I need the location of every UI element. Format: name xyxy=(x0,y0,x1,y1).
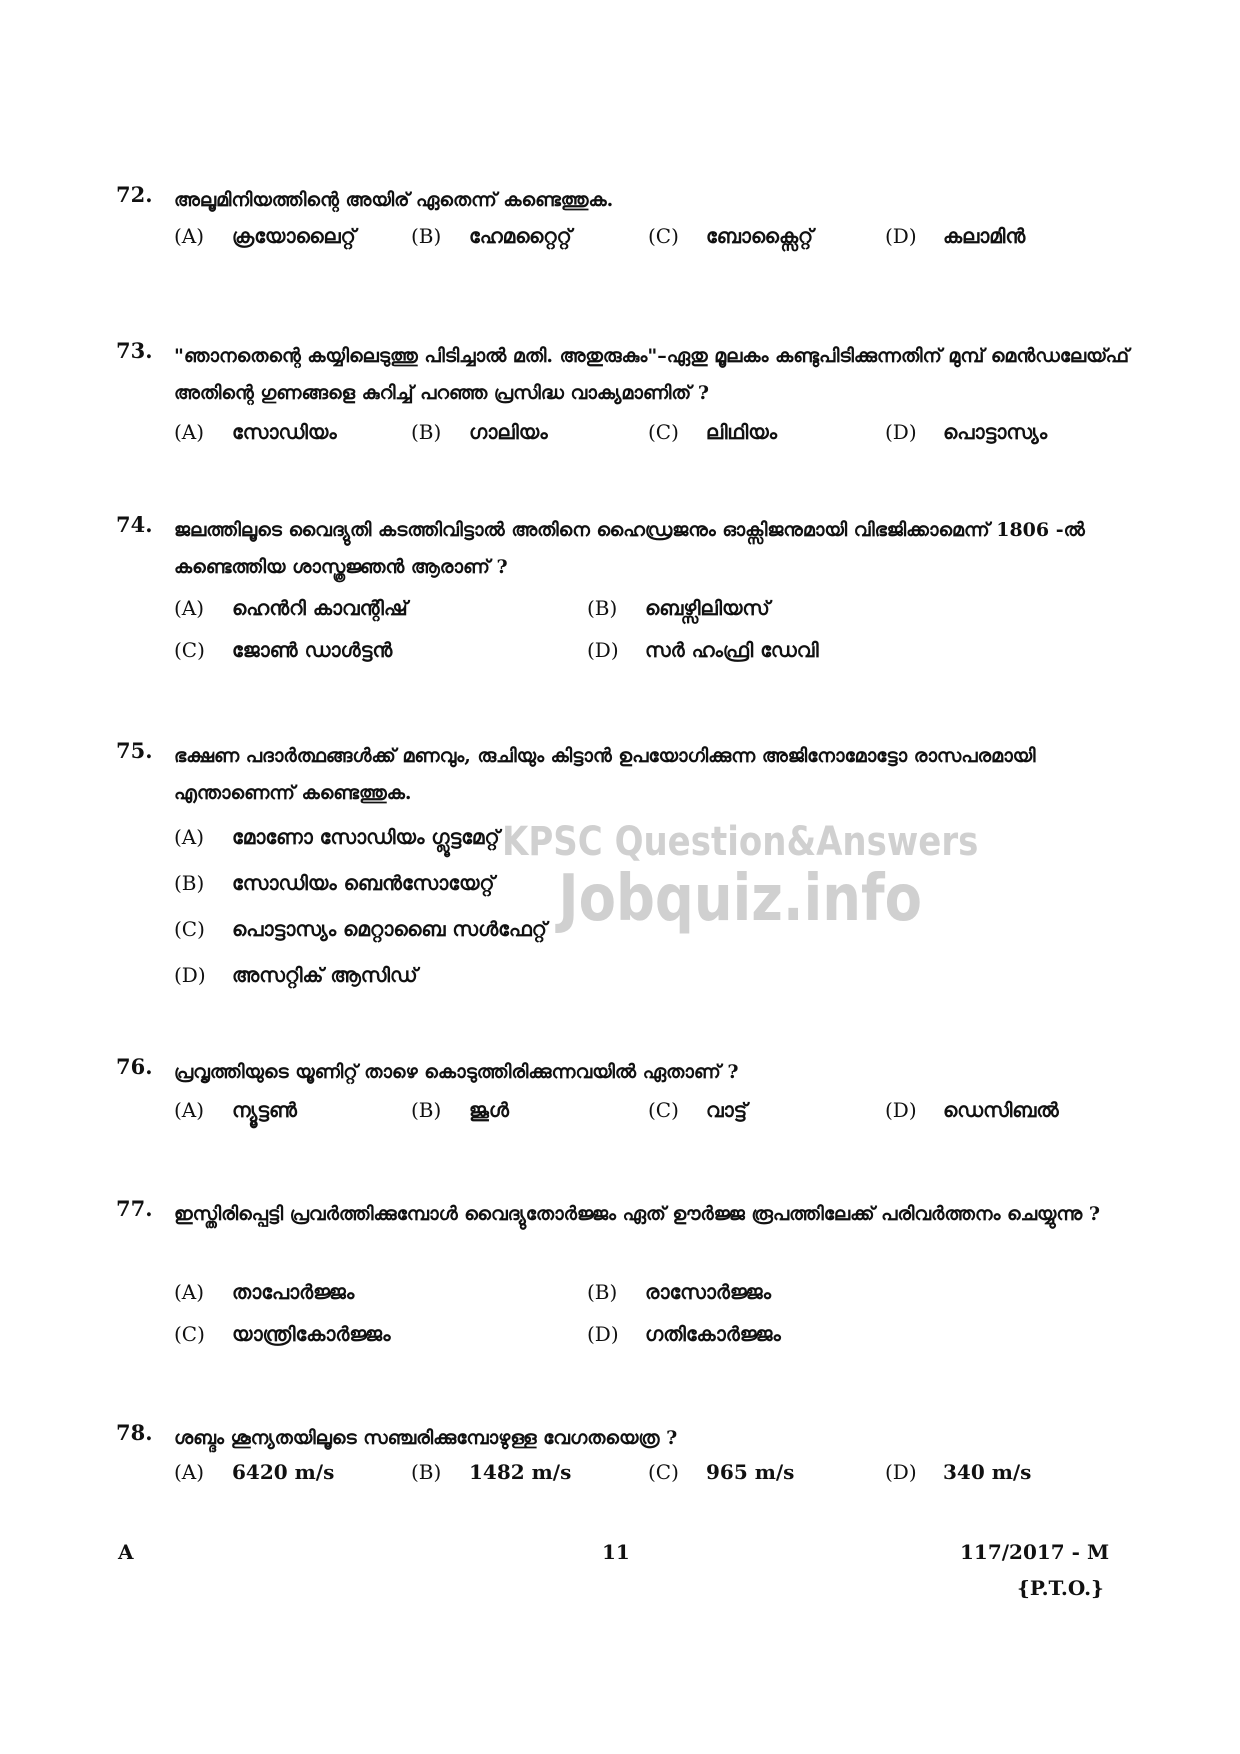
option-c xyxy=(174,638,587,662)
option-label: (C) xyxy=(648,1098,679,1122)
option-text: സോഡിയം xyxy=(232,420,337,444)
option-text: ജോൺ ഡാൾട്ടൻ xyxy=(232,638,393,662)
question-number: 77. xyxy=(116,1196,153,1221)
options-grid xyxy=(174,1280,1000,1346)
option-b xyxy=(174,860,547,906)
option-label: (D) xyxy=(587,638,619,662)
option-a xyxy=(174,1280,587,1304)
option-d xyxy=(885,420,1122,444)
option-text: ജൂൾ xyxy=(469,1098,509,1122)
option-a xyxy=(174,1098,411,1122)
option-label: (B) xyxy=(411,420,442,444)
option-label: (A) xyxy=(174,420,205,444)
option-label: (B) xyxy=(411,1460,442,1484)
options-row xyxy=(174,420,1122,444)
question-number: 74. xyxy=(116,512,153,537)
question-number: 73. xyxy=(116,338,153,363)
question-number: 78. xyxy=(116,1420,153,1445)
option-label: (D) xyxy=(174,963,206,987)
question-number: 72. xyxy=(116,182,153,207)
option-d xyxy=(587,1322,1000,1346)
options-row xyxy=(174,1098,1122,1122)
option-label: (C) xyxy=(648,224,679,248)
option-text: അസറ്റിക് ആസിഡ് xyxy=(232,963,418,987)
option-d xyxy=(587,638,1000,662)
option-label: (C) xyxy=(174,917,205,941)
option-c xyxy=(648,224,885,248)
option-text: ന്യൂട്ടൺ xyxy=(232,1098,297,1122)
option-label: (D) xyxy=(885,420,917,444)
question-78 xyxy=(116,1420,1136,1484)
option-a xyxy=(174,420,411,444)
question-76 xyxy=(116,1054,1136,1122)
watermark-line-1: KPSC Question&Answers xyxy=(502,819,979,865)
option-text: വാട്ട് xyxy=(706,1098,748,1122)
option-text: ഡെസിബൽ xyxy=(943,1098,1059,1122)
question-77 xyxy=(116,1196,1136,1346)
options-list xyxy=(174,814,547,998)
question-73 xyxy=(116,338,1136,444)
option-text: സോഡിയം ബെൻസോയേറ്റ് xyxy=(232,871,495,895)
option-c xyxy=(648,420,885,444)
option-label: (A) xyxy=(174,224,205,248)
question-72 xyxy=(116,182,1136,248)
page-number: 11 xyxy=(602,1540,630,1564)
option-c xyxy=(648,1460,885,1484)
option-c xyxy=(174,1322,587,1346)
question-number: 76. xyxy=(116,1054,153,1079)
option-b xyxy=(411,1098,648,1122)
option-text: പൊട്ടാസ്യം xyxy=(943,420,1048,444)
option-label: (D) xyxy=(587,1322,619,1346)
option-b xyxy=(587,1280,1000,1304)
option-a xyxy=(174,596,587,620)
option-d xyxy=(885,1098,1122,1122)
option-text: 965 m/s xyxy=(706,1460,795,1484)
option-text: ഹെൻറി കാവന്റിഷ് xyxy=(232,596,408,620)
pto-note: {P.T.O.} xyxy=(1017,1576,1104,1600)
option-d xyxy=(885,1460,1122,1484)
option-text: ഹേമറ്റൈറ്റ് xyxy=(469,224,572,248)
option-text: കലാമിൻ xyxy=(943,224,1026,248)
option-text: 1482 m/s xyxy=(469,1460,572,1484)
option-label: (A) xyxy=(174,596,205,620)
option-b xyxy=(587,596,1000,620)
option-text: പൊട്ടാസ്യം മെറ്റാബൈ സൾഫേറ്റ് xyxy=(232,917,547,941)
option-c xyxy=(648,1098,885,1122)
options-row xyxy=(174,224,1122,248)
option-d xyxy=(174,952,547,998)
option-text: താപോർജ്ജം xyxy=(232,1280,355,1304)
option-d xyxy=(885,224,1122,248)
question-text: ഇസ്തിരിപ്പെട്ടി പ്രവർത്തിക്കുമ്പോൾ വൈദ്യുതോർജ്ജം ഏത് ഊർജ്ജ രൂപത്തിലേക്ക് പരിവർത്തനം ചെയ്യുന്നു ? xyxy=(174,1203,1101,1225)
watermark xyxy=(502,820,978,934)
option-text: 6420 m/s xyxy=(232,1460,335,1484)
option-text: രാസോർജ്ജം xyxy=(645,1280,771,1304)
option-b xyxy=(411,420,648,444)
option-label: (A) xyxy=(174,1280,205,1304)
option-b xyxy=(411,1460,648,1484)
question-74 xyxy=(116,512,1136,662)
option-text: ഗതികോർജ്ജം xyxy=(645,1322,781,1346)
option-label: (B) xyxy=(411,1098,442,1122)
option-text: മോണോ സോഡിയം ഗ്ലൂട്ടമേറ്റ് xyxy=(232,825,500,849)
question-text: അലൂമിനിയത്തിന്റെ അയിര് ഏതെന്ന് കണ്ടെത്തുക. xyxy=(174,189,614,211)
option-a xyxy=(174,1460,411,1484)
option-text: ബോക്സൈറ്റ് xyxy=(706,224,814,248)
option-text: ബെഴ്സിലിയസ് xyxy=(645,596,770,620)
option-label: (D) xyxy=(885,1098,917,1122)
option-label: (A) xyxy=(174,1098,205,1122)
option-text: 340 m/s xyxy=(943,1460,1032,1484)
question-text: ഭക്ഷണ പദാർത്ഥങ്ങൾക്ക് മണവും, രുചിയും കിട്ടാൻ ഉപയോഗിക്കുന്ന അജിനോമോട്ടോ രാസപരമായി എന്താണെന്ന് കണ്ടെത്തുക. xyxy=(174,745,1036,804)
option-label: (B) xyxy=(411,224,442,248)
option-label: (A) xyxy=(174,1460,205,1484)
paper-code: 117/2017 - M xyxy=(960,1540,1110,1564)
option-b xyxy=(411,224,648,248)
option-label: (D) xyxy=(885,1460,917,1484)
option-label: (A) xyxy=(174,825,205,849)
option-label: (B) xyxy=(587,1280,618,1304)
series-code: A xyxy=(118,1540,134,1564)
option-a xyxy=(174,814,547,860)
question-text: പ്രവൃത്തിയുടെ യൂണിറ്റ് താഴെ കൊടുത്തിരിക്കുന്നവയിൽ ഏതാണ് ? xyxy=(174,1061,739,1083)
option-text: ക്രയോലൈറ്റ് xyxy=(232,224,356,248)
option-label: (C) xyxy=(174,638,205,662)
options-row xyxy=(174,1460,1122,1484)
option-text: യാന്ത്രികോർജ്ജം xyxy=(232,1322,391,1346)
option-text: ലിഥിയം xyxy=(706,420,778,444)
question-text: ശബ്ദം ശൂന്യതയിലൂടെ സഞ്ചരിക്കുമ്പോഴുള്ള വേഗതയെത്ര ? xyxy=(174,1427,678,1449)
option-label: (B) xyxy=(587,596,618,620)
option-label: (D) xyxy=(885,224,917,248)
option-text: ഗാലിയം xyxy=(469,420,548,444)
option-text: സർ ഹംഫ്രി ഡേവി xyxy=(645,638,819,662)
option-label: (C) xyxy=(648,420,679,444)
question-text: "ഞാനതെന്റെ കയ്യിലെടുത്തു പിടിച്ചാൽ മതി. അതുരുകും"–ഏതു മൂലകം കണ്ടുപിടിക്കുന്നതിന് മുമ്പ് മെൻഡലേയ്ഫ് അതിന്റെ ഗുണങ്ങളെ കുറിച്ച് പറഞ്ഞ പ്രസിദ്ധ വാക്യമാണിത് ? xyxy=(174,345,1130,404)
options-grid xyxy=(174,596,1000,662)
option-a xyxy=(174,224,411,248)
question-number: 75. xyxy=(116,738,153,763)
option-c xyxy=(174,906,547,952)
question-text: ജലത്തിലൂടെ വൈദ്യുതി കടത്തിവിട്ടാൽ അതിനെ ഹൈഡ്രജനും ഓക്സിജനുമായി വിഭജിക്കാമെന്ന് 1806 -ൽ കണ്ടെത്തിയ ശാസ്ത്രജ്ഞൻ ആരാണ് ? xyxy=(174,519,1085,578)
option-label: (B) xyxy=(174,871,205,895)
option-label: (C) xyxy=(648,1460,679,1484)
option-label: (C) xyxy=(174,1322,205,1346)
watermark-line-2: Jobquiz.info xyxy=(558,862,922,936)
